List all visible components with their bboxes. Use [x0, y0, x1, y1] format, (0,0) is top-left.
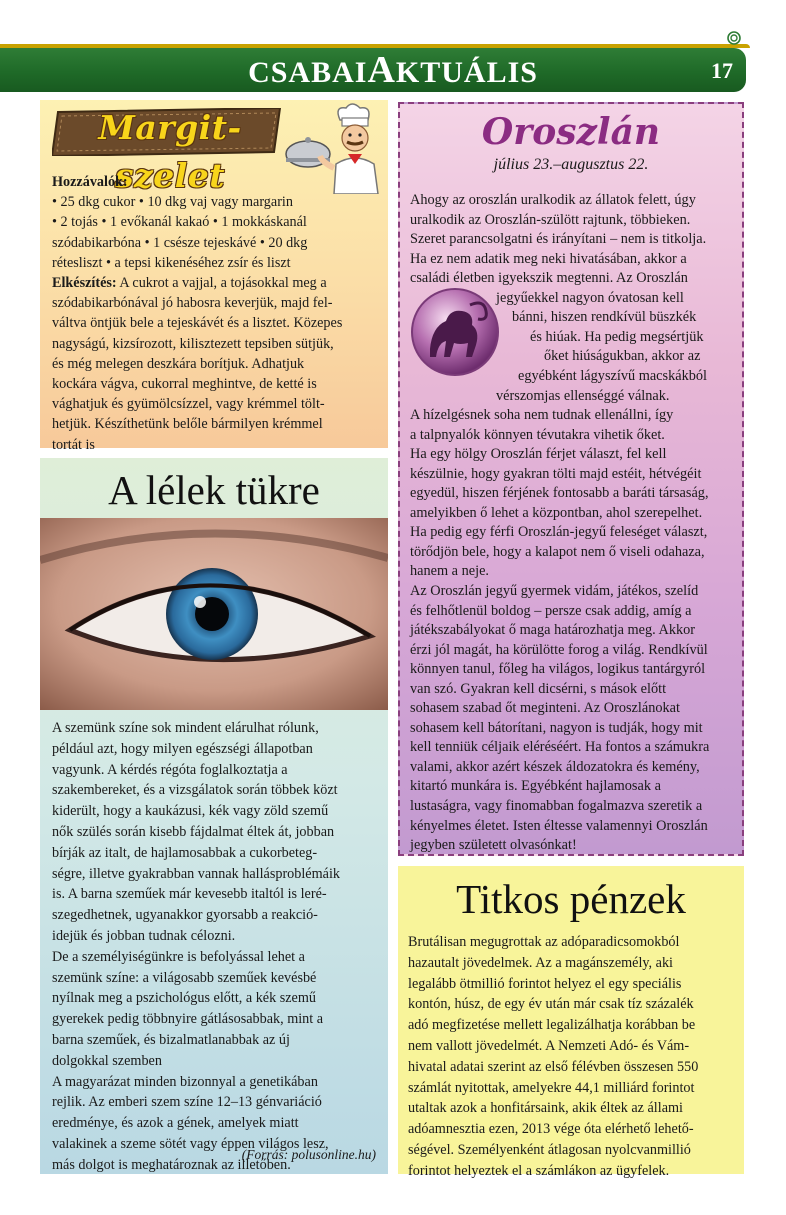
method-line: kockára vágva, cukorral meghintve, de ketté is — [52, 376, 317, 393]
text-line: sohasem kell bátorítani, nagyon is tudják, hogy mit — [410, 719, 703, 736]
text-line: amelyikben ő lehet a központban, ahol szerepelhet. — [410, 504, 703, 521]
text-line: szegedhetnek, ugyanakkor gyorsabb a reakció- — [52, 907, 318, 924]
masthead: CSABAIAKTUÁLIS — [248, 49, 538, 91]
text-line: Szeret parancsolgatni és irányítani – nem is titkolja. — [410, 231, 707, 248]
text-line: kitartó munkára is. Egyébként hajlamosak a — [410, 778, 661, 795]
text-line: kell tenniük céljaik eléréséért. Ha fontos a számukra — [410, 739, 710, 756]
text-line: családi életben igyekszik megtenni. Az Oroszlán — [410, 270, 688, 287]
text-line: dolgokkal szemben — [52, 1052, 162, 1069]
text-line: legalább ötmillió forintot helyez el egy speciális — [408, 975, 682, 992]
text-line: van szó. Gyakran kell dicsérni, s mások előtt — [410, 680, 667, 697]
text-line: uralkodik az Oroszlán-szülött rajtunk, többieken. — [410, 211, 691, 228]
method-line: hetjük. Készíthetünk belőle bármilyen krémmel — [52, 416, 323, 433]
text-line: sohasem szabad őt meginteni. Az Oroszlánokat — [410, 700, 680, 717]
text-line: forintot helyeztek el a számlákon az ügyfelek. — [408, 1162, 670, 1179]
leo-date: július 23.–augusztus 22. — [493, 156, 649, 173]
method-line: tortát is — [52, 436, 95, 453]
method-line: és még melegen deszkára borítjuk. Adhatjuk — [52, 355, 305, 372]
swirl-icon — [726, 30, 742, 46]
text-line: és hiúak. Ha pedig megsértjük — [530, 328, 704, 345]
text-line: készülnie, hogy gyakran tölti majd estéit, hétvégéit — [410, 465, 702, 482]
text-line: hazautalt jövedelmek. Az a magánszemély, aki — [408, 954, 673, 971]
text-line: nők szülés során kisebb fájdalmat éltek át, jobban — [52, 823, 335, 840]
ingredients-label: Hozzávalók: — [52, 174, 128, 190]
source-credit: (Forrás: polusonline.hu) — [241, 1147, 376, 1162]
text-line: valakinek a szeme sötét vagy éppen világos lesz, — [52, 1135, 329, 1152]
text-line: a talpnyalók könnyen tévutakra vihetik őket. — [410, 426, 665, 443]
text-line: Ha egy hölgy Oroszlán férjet választ, fel kell — [410, 446, 667, 463]
text-line: Az Oroszlán jegyű gyermek vidám, játékos, szelíd — [410, 582, 699, 599]
text-line: adó megfizetése mellett legalizálhatja korábban be — [408, 1017, 696, 1034]
text-line: A hízelgésnek soha nem tudnak ellenállni, így — [410, 407, 674, 423]
text-line: kontón, húsz, de egy év után már csak tíz százalék — [408, 996, 694, 1013]
eye-article-title: A lélek tükre — [108, 467, 320, 513]
method-line: nagyságú, kizsírozott, kilisztezett tepsiben sütjük, — [52, 335, 334, 352]
text-line: nem vallott jövedelmét. A Nemzeti Adó- és Vám- — [408, 1037, 690, 1054]
leo-title: Oroszlán — [481, 111, 661, 153]
text-line: ségre, illetve gyakrabban vannak hallásproblémáik — [52, 865, 340, 882]
leo-zodiac-icon — [410, 287, 500, 377]
text-line: kényelmes életet. Isten éltesse valamennyi Oroszlán — [410, 817, 708, 834]
text-line: jegyben született olvasónkat! — [410, 837, 577, 853]
text-line: szemünk színe: a világosabb szeműek kevésbé — [52, 969, 317, 986]
ingredient-line: szódabikarbóna • 1 csésze tejeskávé • 20 dkg — [52, 234, 308, 251]
text-line: kiderült, hogy a kaukázusi, kék vagy zöld szemű — [52, 803, 329, 820]
text-line: hanem a neje. — [410, 563, 489, 580]
text-line: idejük és jobban tudnak célozni. — [52, 927, 236, 944]
text-line: is. A barna szeműek már kevesebb italtól is leré- — [52, 886, 327, 903]
text-line: érzi jól magát, ha körülötte forog a világ. Rendkívül — [410, 641, 708, 658]
text-line: Ha pedig egy férfi Oroszlán-jegyű feleséget választ, — [410, 524, 708, 541]
text-line: szakembereket, és a vizsgálatok során többek közt — [52, 782, 338, 799]
text-line: bánni, hiszen rendkívül büszkék — [512, 309, 697, 326]
text-line: bírják az italt, de hajlamosabbak a cukorbeteg- — [52, 844, 318, 861]
recipe-title: Margit-szelet — [98, 108, 242, 195]
text-line: egyébként lágyszívű macskákból — [518, 367, 707, 384]
text-line: A szemünk színe sok mindent elárulhat rólunk, — [52, 720, 319, 736]
text-line: és felhőtlenül boldog – persze csak addig, amíg a — [410, 602, 692, 619]
text-line: vérszomjas ellenséggé válnak. — [496, 387, 670, 404]
text-line: Ha ez nem adatik meg neki hivatásában, akkor a — [410, 250, 687, 267]
method-line: szódabikarbónával jó habosra keverjük, majd fel- — [52, 295, 333, 312]
text-line: könnyen tanul, főleg ha világos, logikus tantárgyról — [410, 661, 706, 678]
money-article-text — [408, 932, 738, 1182]
ingredient-line: • 2 tojás • 1 evőkanál kakaó • 1 mokkáskanál — [52, 214, 307, 231]
text-line: adóamnesztia ezen, 2013 vége óta elérhető lehető- — [408, 1121, 694, 1138]
text-line: eredménye, és azok a gének, amelyek miatt — [52, 1115, 299, 1132]
text-line: De a személyiségünkre is befolyással lehet a — [52, 948, 305, 965]
eye-article-text — [52, 718, 380, 1176]
text-line: jegyűekkel nagyon óvatosan kell — [496, 289, 684, 306]
ingredient-line: rétesliszt • a tepsi kikenéséhez zsír és liszt — [52, 254, 291, 271]
method-line: vághatjuk és gyümölcsízzel, vagy krémmel tölt- — [52, 396, 325, 413]
text-line: számlát nyitottak, amelyekre 44,1 milliárd forintot — [408, 1079, 695, 1096]
eye-photo — [40, 518, 388, 710]
recipe-text — [52, 172, 372, 455]
text-line: valami, akkor azért készek áldozatokra és kemény, — [410, 758, 700, 775]
text-line: rejlik. Az emberi szem színe 12–13 génvariáció — [52, 1094, 322, 1111]
text-line: Brutálisan megugrottak az adóparadicsomokból — [408, 934, 680, 950]
text-line: például azt, hogy milyen egészségi állapotban — [52, 740, 313, 757]
method-line: A cukrot a vajjal, a tojásokkal meg a — [116, 275, 327, 292]
text-line: gyerekek pedig többnyire gátlásosabbak, mint a — [52, 1011, 324, 1028]
ingredient-line: • 25 dkg cukor • 10 dkg vaj vagy margarin — [52, 194, 293, 211]
text-line: őket hiúságukban, akkor az — [544, 348, 701, 365]
money-article-title: Titkos pénzek — [456, 876, 686, 922]
text-line: Ahogy az oroszlán uralkodik az állatok felett, úgy — [410, 192, 696, 208]
text-line: barna szeműek, és bizalmatlanabbak az új — [52, 1031, 290, 1048]
method-line: váltva öntjük bele a tejeskávét és a lisztet. Közepes — [52, 315, 343, 332]
text-line: vagyunk. A kérdés régóta foglalkoztatja a — [52, 761, 288, 778]
text-line: törődjön bele, hogy a kalapot nem ő viseli odahaza, — [410, 543, 705, 560]
text-line: A magyarázat minden bizonnyal a genetikában — [52, 1073, 318, 1090]
text-line: lustaságra, vagy finomabban fogalmazva szeretik a — [410, 797, 703, 814]
text-line: más dolgot is meghatároznak az illetőben. — [52, 1156, 291, 1173]
text-line: egyedül, hiszen férjének fontosabb a baráti társaság, — [410, 485, 709, 502]
method-label: Elkészítés: — [52, 275, 117, 292]
text-line: nyílnak meg a pszichológus előtt, a kék szemű — [52, 990, 316, 1007]
text-line: hivatal adatai szerint az első félévben összesen 550 — [408, 1058, 699, 1075]
text-line: ségével. Személyenként átlagosan nyolcvanmillió — [408, 1141, 691, 1158]
page-number: 17 — [711, 58, 733, 83]
text-line: játékszabályokat ő maga határozhatja meg. Akkor — [410, 622, 696, 638]
text-line: utaltak azok a honfitársaink, akik éltek az állami — [408, 1100, 683, 1117]
